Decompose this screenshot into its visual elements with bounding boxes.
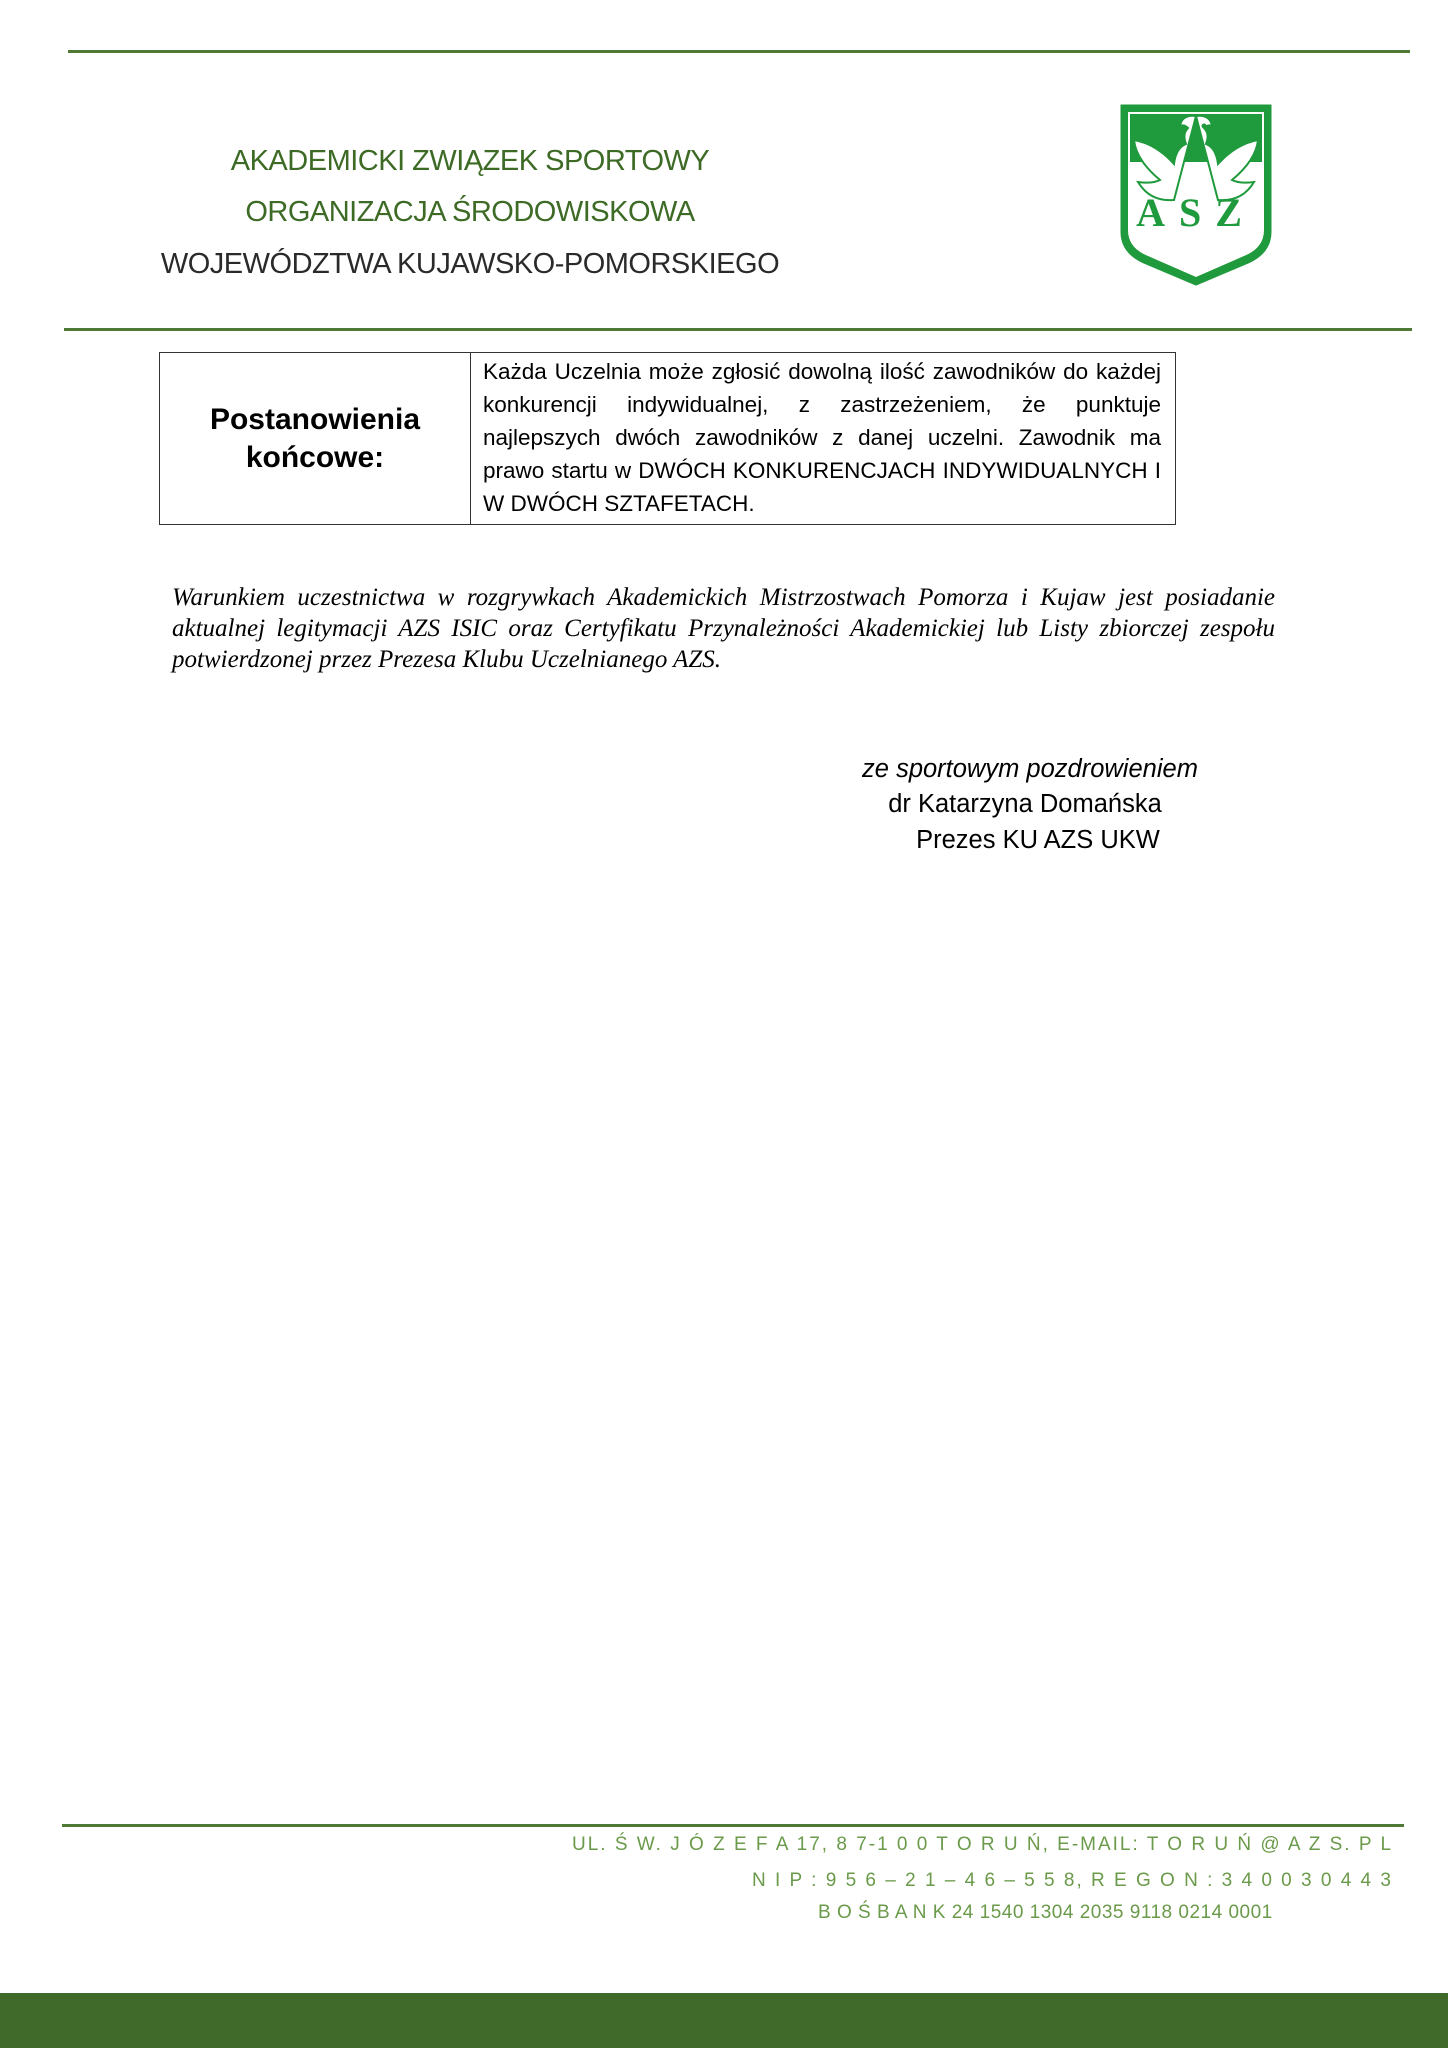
provisions-label <box>160 353 471 525</box>
footer-bank: B O Ś B A N K 24 1540 1304 2035 9118 0214 0001 <box>818 1902 1273 1923</box>
footer-divider <box>62 1824 1404 1827</box>
participation-note: Warunkiem uczestnictwa w rozgrywkach Akademickich Mistrzostwach Pomorza i Kujaw jest posiadanie aktualnej legitymacji AZS ISIC oraz Certyfikatu Przynależności Akademickiej lub Listy zbiorczej zespołu potwierdzonej przez Prezesa Klubu Uczelnianego AZS. <box>172 584 1275 673</box>
signature-name: dr Katarzyna Domańska <box>888 790 1162 818</box>
provisions-text: Każda Uczelnia może zgłosić dowolną ilość zawodników do każdej konkurencji indywidualnej, z zastrzeżeniem, że punktuje najlepszych dwóch zawodników z danej uczelni. Zawodnik ma prawo startu w DWÓCH KONKURENCJACH INDYWIDUALNYCH I W DWÓCH SZTAFETACH. <box>471 353 1176 525</box>
footer-address: UL. Ś W. J Ó Z E F A 17, 8 7-1 0 0 T O R U Ń, E-MAIL: T O R U Ń @ A Z S. P L <box>572 1834 1394 1855</box>
provisions-label-line1: Postanowienia <box>209 402 421 436</box>
footer-ids: N I P : 9 5 6 – 2 1 – 4 6 – 5 5 8, R E G O N : 3 4 0 0 3 0 4 4 3 <box>752 1870 1393 1891</box>
bottom-band <box>0 1993 1448 2048</box>
provisions-label-line2: końcowe: <box>245 440 385 474</box>
signature-title: Prezes KU AZS UKW <box>916 826 1160 854</box>
org-name-line2: ORGANIZACJA ŚRODOWISKOWA <box>245 196 695 228</box>
azs-logo-icon <box>1118 102 1274 288</box>
provisions-table <box>159 352 1176 525</box>
org-name-line1: AKADEMICKI ZWIĄZEK SPORTOWY <box>230 145 710 177</box>
logo-text: ASZ <box>1136 190 1256 235</box>
top-divider <box>68 50 1410 53</box>
header-divider <box>64 328 1412 331</box>
org-name-line3: WOJEWÓDZTWA KUJAWSKO-POMORSKIEGO <box>160 248 780 280</box>
signature-greeting: ze sportowym pozdrowieniem <box>862 755 1198 783</box>
